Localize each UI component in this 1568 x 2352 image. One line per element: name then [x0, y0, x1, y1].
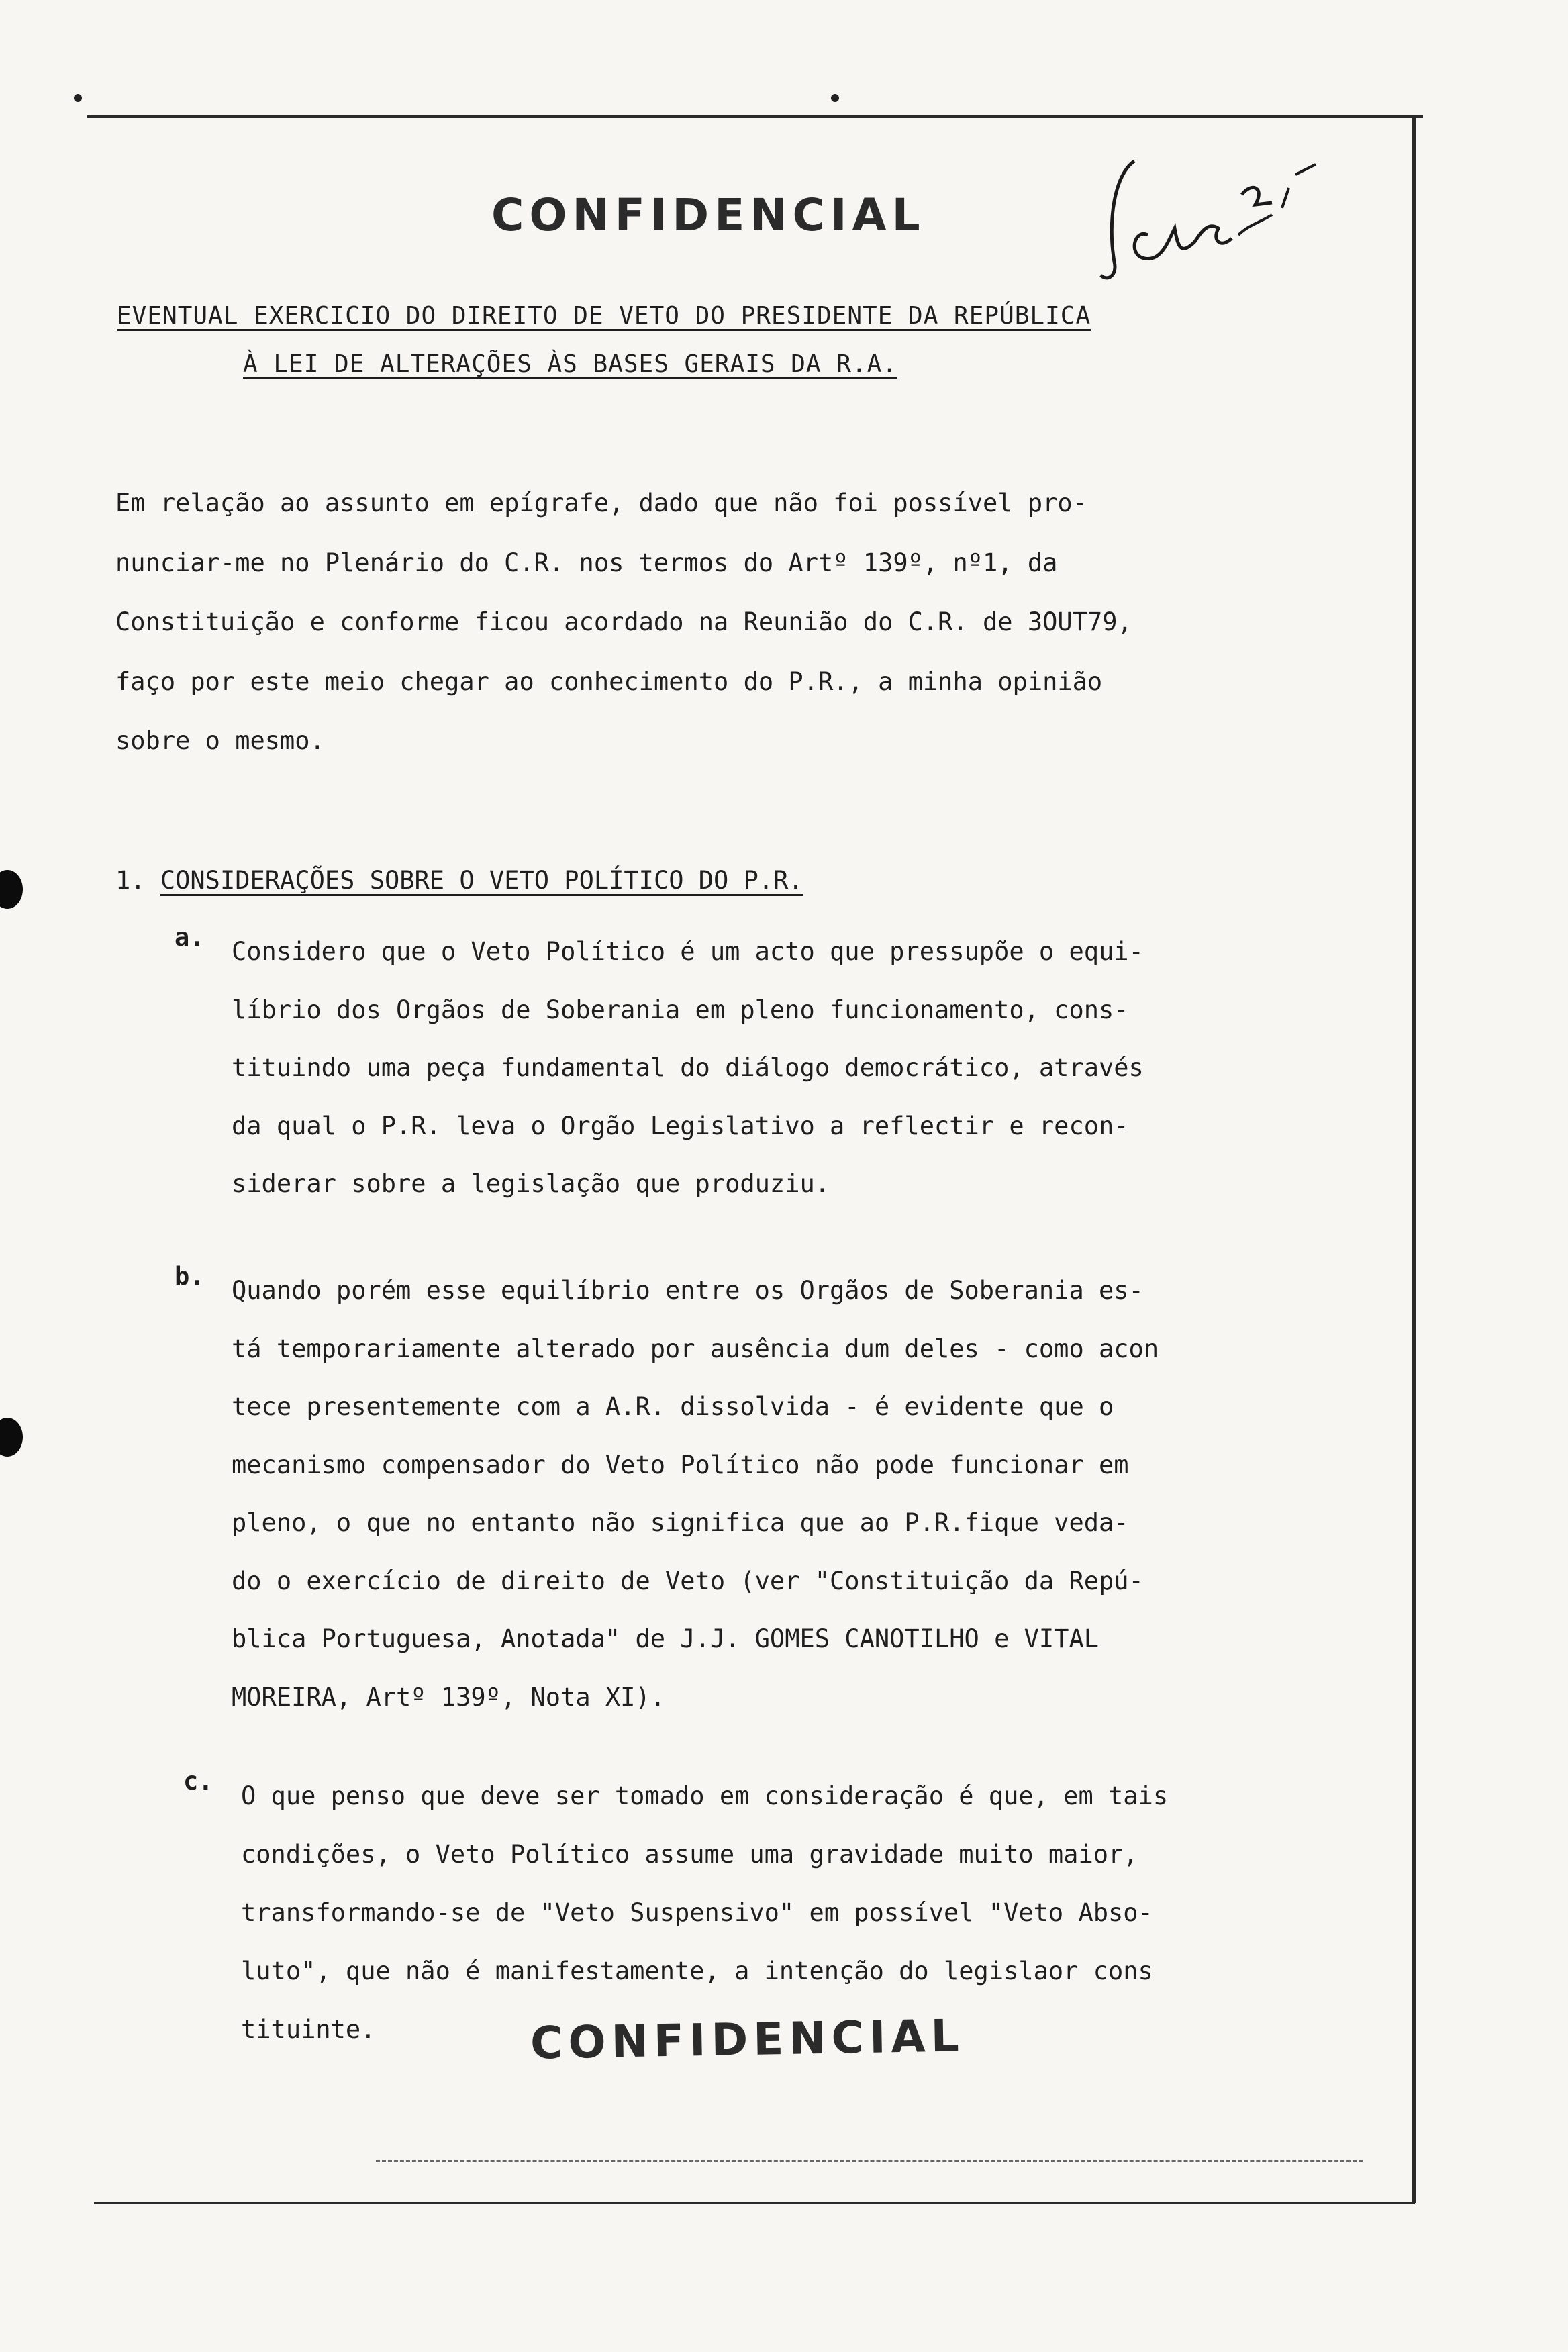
confidential-stamp-bottom: CONFIDENCIAL — [530, 2010, 965, 2069]
confidential-stamp-top: CONFIDENCIAL — [491, 189, 926, 241]
section-title-text: CONSIDERAÇÕES SOBRE O VETO POLÍTICO DO P.R. — [160, 866, 803, 895]
page-border-bottom — [94, 2202, 1415, 2204]
page-border-right — [1412, 115, 1416, 2203]
scan-speck — [74, 94, 82, 102]
item-letter: c. — [183, 1767, 213, 1796]
item-text: O que penso que deve ser tomado em consideração é que, em tais condições, o Veto Político assume uma gravidade muito maior, transformando-se de "Veto Suspensivo" em possível "Veto Abso- luto", que não é manifestamente, a intenção do legislaor cons tituinte. — [241, 1781, 1169, 2044]
page-border-top — [87, 115, 1423, 118]
punch-hole — [0, 1418, 23, 1457]
page-border-dashed — [376, 2160, 1363, 2162]
scan-speck — [831, 94, 839, 102]
section-title — [115, 866, 803, 895]
item-letter: a. — [175, 923, 205, 952]
punch-hole — [0, 870, 23, 909]
item-letter: b. — [175, 1262, 205, 1291]
document-heading-line2: À LEI DE ALTERAÇÕES ÀS BASES GERAIS DA R.A. — [243, 350, 897, 378]
intro-paragraph: Em relação ao assunto em epígrafe, dado que não foi possível pro- nunciar-me no Plenário do C.R. nos termos do Artº 139º, nº1, da Constituição e conforme ficou acordado na Reunião do C.R. de 3OUT79, faço por este meio chegar ao conhecimento do P.R., a minha opinião sobre o mesmo. — [115, 489, 1132, 755]
handwritten-signature — [1087, 148, 1356, 295]
item-text: Quando porém esse equilíbrio entre os Orgãos de Soberania es- tá temporariamente alterado por ausência dum deles - como acon tece presentemente com a A.R. dissolvida - é evidente que o mecanismo compensador do Veto Político não pode funcionar em pleno, o que no entanto não significa que ao P.R.fique veda- do o exercício de direito de Veto (ver "Constituição da Repú- blica Portuguesa, Anotada" de J.J. GOMES CANOTILHO e VITAL MOREIRA, Artº 139º, Nota XI). — [232, 1276, 1159, 1712]
item-text: Considero que o Veto Político é um acto que pressupõe o equi- líbrio dos Orgãos de Soberania em pleno funcionamento, cons- tituindo uma peça fundamental do diálogo democrático, através da qual o P.R. leva o Orgão Legislativo a reflectir e recon- siderar sobre a legislação que produziu. — [232, 937, 1144, 1198]
document-heading-line1: EVENTUAL EXERCICIO DO DIREITO DE VETO DO PRESIDENTE DA REPÚBLICA — [117, 302, 1091, 330]
section-number: 1. — [115, 866, 146, 895]
